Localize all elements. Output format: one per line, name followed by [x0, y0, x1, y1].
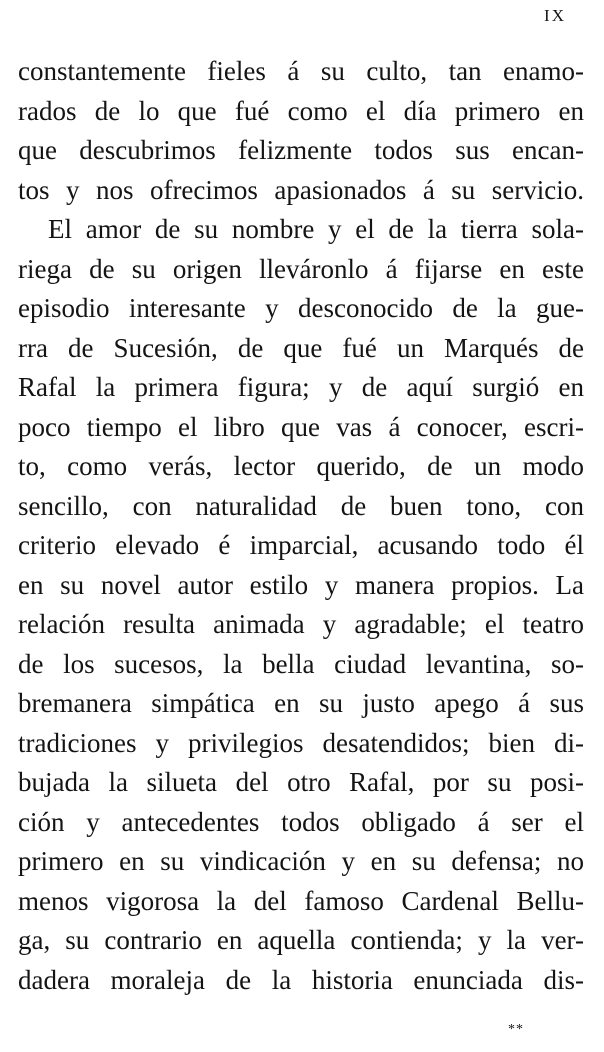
text-line: menos vigorosa la del famoso Cardenal Bellu-: [18, 885, 584, 916]
text-line: dadera moraleja de la historia enunciada dis-: [18, 964, 584, 995]
text-line: tradiciones y privilegios desatendidos; bien di-: [18, 727, 584, 758]
text-line: de los sucesos, la bella ciudad levantina, so-: [18, 648, 584, 679]
text-line: bremanera simpática en su justo apego á sus: [18, 688, 584, 718]
text-line: episodio interesante y desconocido de la gue-: [18, 293, 584, 323]
text-line: ga, su contrario en aquella contienda; y la ver-: [18, 925, 584, 955]
text-line: tos y nos ofrecimos apasionados á su servicio.: [18, 174, 584, 205]
text-line: rra de Sucesión, de que fué un Marqués de: [18, 332, 584, 363]
text-line: poco tiempo el libro que vas á conocer, escri-: [18, 411, 584, 442]
text-line: en su novel autor estilo y manera propios. La: [18, 569, 584, 600]
text-line: sencillo, con naturalidad de buen tono, con: [18, 490, 584, 521]
printer-signature-mark: **: [508, 1022, 524, 1037]
text-line: que descubrimos felizmente todos sus encan-: [18, 135, 584, 165]
text-line: constantemente fieles á su culto, tan enamo-: [18, 56, 584, 86]
text-line: rados de lo que fué como el día primero en: [18, 95, 584, 126]
text-line: relación resulta animada y agradable; el teatro: [18, 609, 584, 639]
text-line: riega de su origen lleváronlo á fijarse en este: [18, 253, 584, 284]
text-line: Rafal la primera figura; y de aquí surgió en: [18, 372, 584, 402]
text-line: bujada la silueta del otro Rafal, por su posi-: [18, 767, 584, 797]
text-line: criterio elevado é imparcial, acusando todo él: [18, 530, 584, 560]
text-line: ción y antecedentes todos obligado á ser el: [18, 806, 584, 837]
body-text: [18, 52, 584, 1000]
paragraph-start-line: El amor de su nombre y el de la tierra sola-: [48, 214, 584, 244]
text-line: to, como verás, lector querido, de un modo: [18, 451, 584, 481]
page-number: IX: [544, 6, 566, 25]
text-line: primero en su vindicación y en su defensa; no: [18, 846, 584, 876]
